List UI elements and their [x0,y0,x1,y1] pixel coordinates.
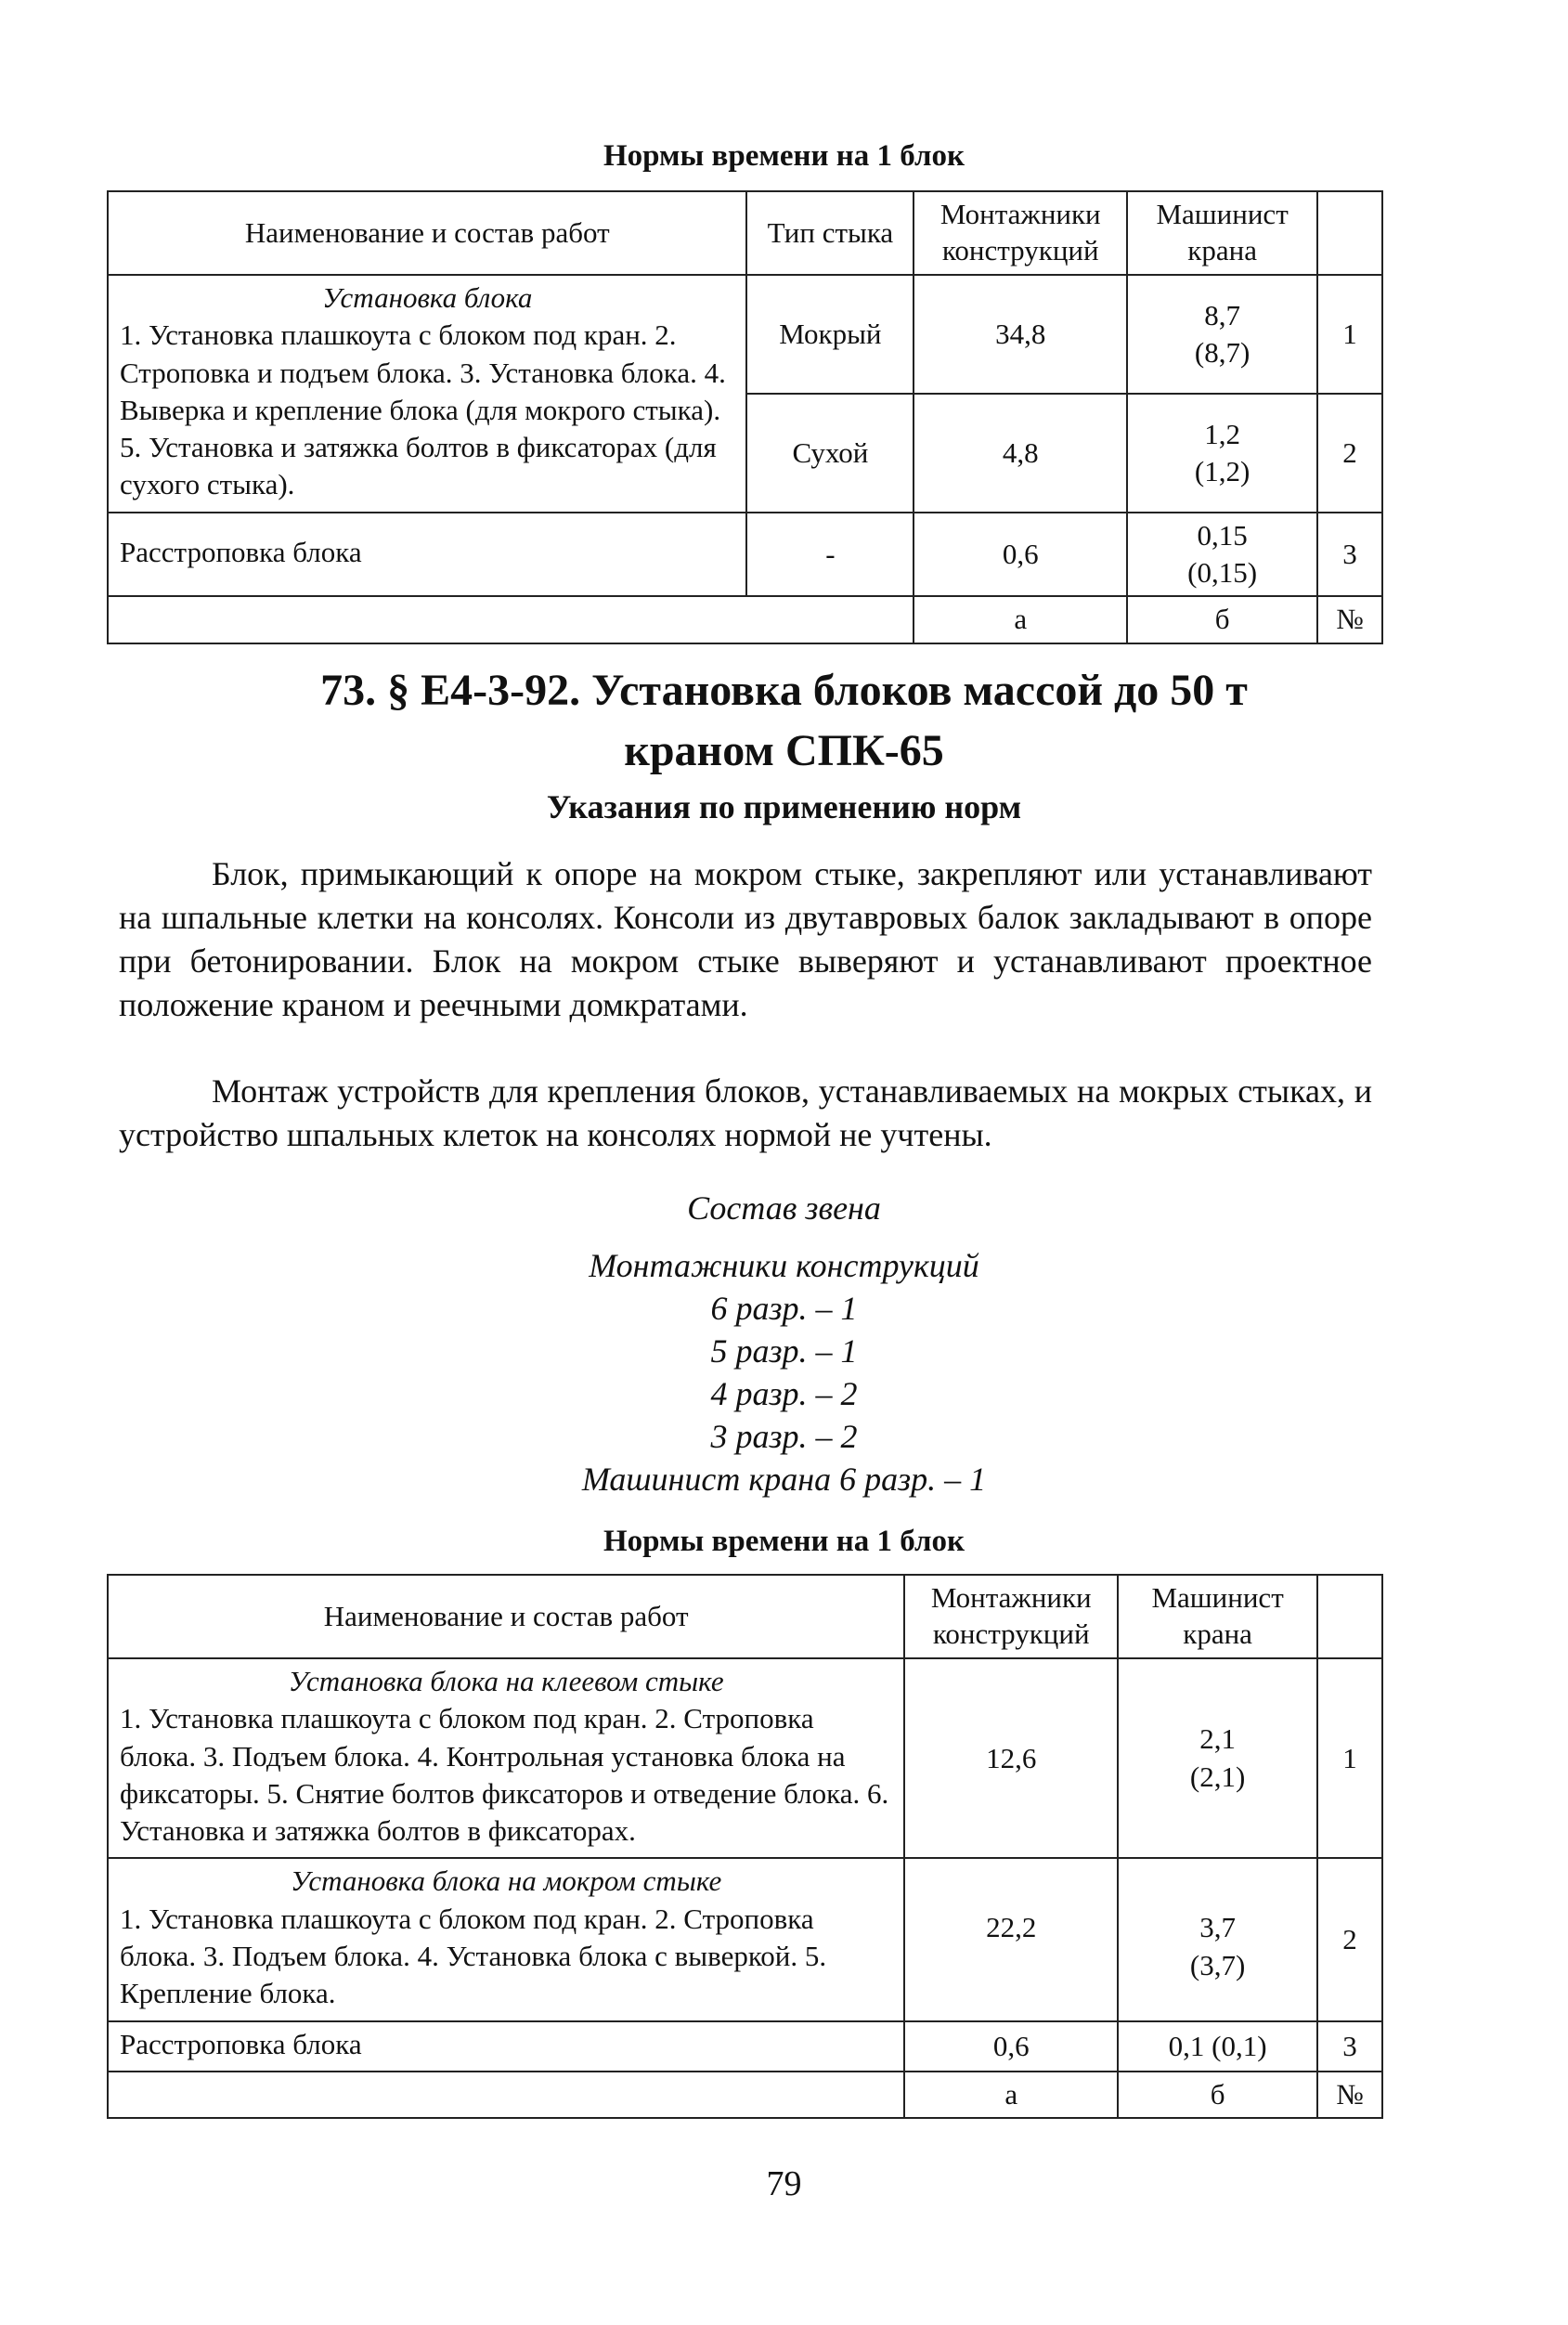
table1-caption: Нормы времени на 1 блок [603,139,965,173]
joint-type-cell: Сухой [746,394,914,513]
table-header-row [108,1575,1382,1658]
paragraph-2: Монтаж устройств для крепления блоков, устанавливаемых на мокрых стыках, и устройство шпальных клеток на консолях нормой не учтены. [119,1072,1372,1153]
header-number [1317,1575,1382,1658]
operator-value: 3,7 [1199,1911,1236,1944]
row-number-cell: 3 [1317,513,1382,597]
row-description: 1. Установка плашкоута с блоком под кран. 2. Строповка блока. 3. Подъем блока. 4. Контрольная установка блока на фиксаторы. 5. Снятие болтов фиксаторов и отведение блока. 6. Установка и затяжка болтов в фиксаторах. [120,1702,889,1848]
row-number-cell: 3 [1317,2021,1382,2072]
crew-group-name: Монтажники конструкций [589,1247,979,1284]
work-description-cell [108,275,746,513]
footer-number-label: № [1317,596,1382,643]
header-crane-operator: Машинист крана [1118,1575,1317,1658]
work-description-cell [108,1658,904,1858]
row-title: Установка блока на мокром стыке [290,1864,722,1898]
header-joint-type: Тип стыка [746,191,914,275]
page-number: 79 [766,2164,802,2203]
operator-cell [1127,513,1317,597]
footer-number-label: № [1317,2072,1382,2118]
group-title: Установка блока [322,281,533,314]
installers-cell: 12,6 [904,1658,1118,1858]
table-row [108,275,1382,394]
operator-value: 2,1 [1199,1722,1236,1756]
row-description: 1. Установка плашкоута с блоком под кран. 2. Строповка блока. 3. Подъем блока. 4. Установка блока с выверкой. 5. Крепление блока. [120,1902,827,2010]
operator-cell [1118,1658,1317,1858]
installers-cell: 4,8 [914,394,1127,513]
paragraph-1: Блок, примыкающий к опоре на мокром стыке, закрепляют или устанавливают на шпальные клетки на консолях. Консоли из двутавровых балок закладывают в опоре при бетонировании. Блок на мокром стыке выверяют и устанавливают проектное положение краном и реечными домкратами. [119,855,1372,1023]
operator-cell: 0,1 (0,1) [1118,2021,1317,2072]
crew-list [0,1244,1568,1500]
norms-table-1 [107,190,1383,644]
row-number-cell: 2 [1317,1858,1382,2020]
row-number-cell: 2 [1317,394,1382,513]
operator-cell [1118,1858,1317,2020]
footer-empty-cell [108,2072,904,2118]
row-number-cell: 1 [1317,275,1382,394]
operator-value-paren: (0,15) [1187,556,1258,590]
operator-value-paren: (3,7) [1189,1948,1246,1981]
work-name-cell: Расстроповка блока [108,513,746,597]
norms-table-2 [107,1574,1383,2119]
table-row [108,1658,1382,1858]
footer-empty-cell [108,596,914,643]
installers-cell: 22,2 [904,1858,1118,2020]
operator-value-paren: (2,1) [1189,1760,1246,1793]
operator-cell [1127,394,1317,513]
section-subheading: Указания по применению норм [546,788,1022,825]
crew-title: Состав звена [687,1189,881,1227]
table-row [108,513,1382,597]
table2-caption: Нормы времени на 1 блок [603,1525,965,1558]
work-name-cell: Расстроповка блока [108,2021,904,2072]
joint-type-cell: - [746,513,914,597]
header-crane-operator: Машинист крана [1127,191,1317,275]
installers-cell: 34,8 [914,275,1127,394]
operator-cell [1127,275,1317,394]
section-title-line-2: краном СПК-65 [624,725,944,775]
footer-column-a: а [914,596,1127,643]
crew-grade: 6 разр. – 1 [710,1290,858,1327]
crew-grade: 5 разр. – 1 [710,1332,858,1370]
row-title: Установка блока на клеевом стыке [288,1665,724,1697]
table-row [108,1858,1382,2020]
joint-type-cell: Мокрый [746,275,914,394]
table-footer-row [108,2072,1382,2118]
installers-cell: 0,6 [904,2021,1118,2072]
header-name: Наименование и состав работ [108,1575,904,1658]
crew-operator: Машинист крана 6 разр. – 1 [581,1461,987,1498]
operator-value-paren: (8,7) [1194,335,1251,369]
table-header-row [108,191,1382,275]
operator-value: 0,15 [1197,518,1248,552]
section-title-line-1: 73. § Е4-3-92. Установка блоков массой до 50 т [320,666,1248,715]
table-row [108,2021,1382,2072]
footer-column-b: б [1118,2072,1317,2118]
group-description: 1. Установка плашкоута с блоком под кран. 2. Строповка и подъем блока. 3. Установка блока. 4. Выверка и крепление блока (для мокрого стыка). 5. Установка и затяжка болтов в фиксаторах (для сухого стыка). [120,318,726,501]
crew-grade: 3 разр. – 2 [710,1418,858,1455]
work-description-cell [108,1858,904,2020]
row-number-cell: 1 [1317,1658,1382,1858]
installers-cell: 0,6 [914,513,1127,597]
operator-value: 1,2 [1204,417,1240,450]
operator-value: 8,7 [1204,298,1240,331]
footer-column-b: б [1127,596,1317,643]
operator-value-paren: (1,2) [1194,454,1251,487]
section-title [0,661,1568,782]
header-installers: Монтажники конструкций [904,1575,1118,1658]
header-installers: Монтажники конструкций [914,191,1127,275]
crew-grade: 4 разр. – 2 [710,1375,858,1412]
header-name: Наименование и состав работ [108,191,746,275]
footer-column-a: а [904,2072,1118,2118]
table-footer-row [108,596,1382,643]
header-number [1317,191,1382,275]
